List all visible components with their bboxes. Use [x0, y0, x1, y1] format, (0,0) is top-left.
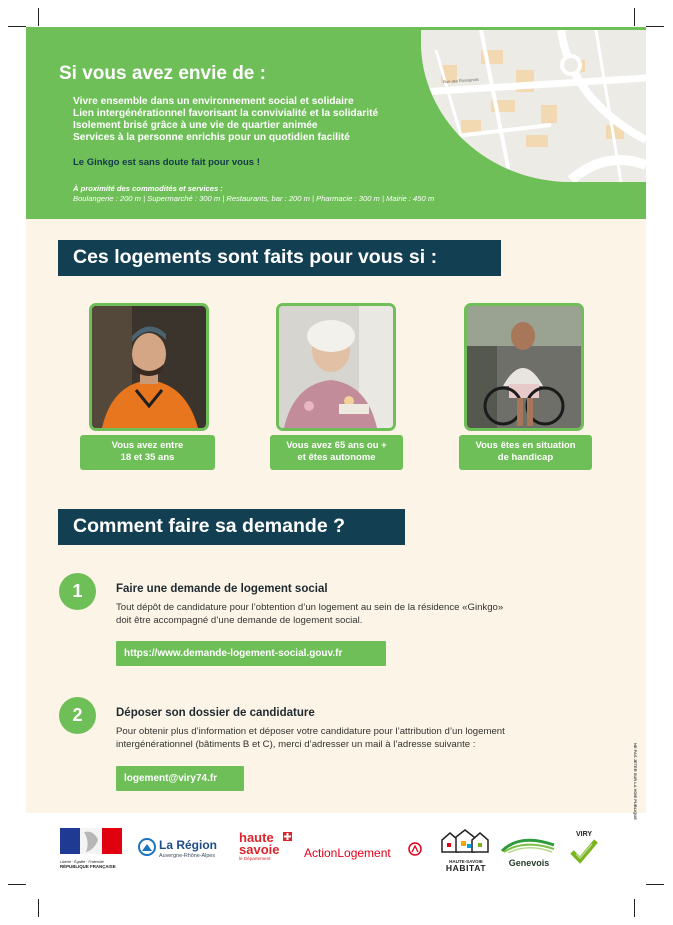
benefit-item: Services à la personne enrichis pour un quotidien facilité: [73, 132, 350, 143]
intro-section: [26, 27, 646, 219]
houses-icon: [440, 828, 490, 854]
region-mountain-icon: [138, 838, 156, 856]
audience-label-handicap: Vous êtes en situation de handicap: [459, 435, 592, 470]
step-1-title: Faire une demande de logement social: [116, 583, 328, 595]
genevois-hills-icon: [500, 833, 556, 853]
step-1-text-line2: doit être accompagné d’une demande de logement social.: [116, 615, 363, 626]
logo-genevois: Genevois: [500, 833, 558, 868]
benefit-item: Vivre ensemble dans un environnement social et solidaire: [73, 96, 354, 107]
savoie-cross-icon: [283, 832, 292, 841]
action-logement-badge-icon: [408, 842, 422, 856]
proximity-title: À proximité des commodités et services :: [73, 184, 223, 193]
audience-label-young: Vous avez entre 18 et 35 ans: [80, 435, 215, 470]
location-map: [421, 30, 646, 182]
logo-haute-savoie-habitat: HAUTE-SAVOIE HABITAT: [440, 828, 492, 873]
step-2-title: Déposer son dossier de candidature: [116, 707, 315, 719]
logo-republique-francaise: Liberté · Égalité · Fraternité RÉPUBLIQUE FRANÇAISE: [60, 828, 124, 869]
map-street-label: Rue des Rossignols: [442, 76, 479, 85]
side-note: NE PAS JETER SUR LA VOIE PUBLIQUE: [633, 743, 638, 820]
step-1-text-line1: Tout dépôt de candidature pour l’obtention d’un logement au sein de la résidence «Ginkgo»: [116, 602, 504, 613]
marianne-logo-icon: [60, 828, 122, 854]
benefit-item: Lien intergénérationnel favorisant la convivialité et la solidarité: [73, 108, 379, 119]
intro-title: Si vous avez envie de :: [59, 63, 266, 84]
demande-logement-link[interactable]: https://www.demande-logement-social.gouv.fr: [116, 641, 386, 666]
step-1-number: 1: [59, 573, 96, 610]
viry-check-icon: [570, 838, 598, 864]
photo-wheelchair-user: [464, 303, 584, 431]
proximity-list: Boulangerie : 200 m | Supermarché : 300 m | Restaurants, bar : 200 m | Pharmacie : 300 m | Mairie : 450 m: [73, 194, 435, 203]
benefit-item: Isolement brisé grâce à une vie de quartier animée: [73, 120, 318, 131]
step-2-text-line2: intergénérationnel (bâtiments B et C), merci d’adresser un mail à l’adresse suivante :: [116, 739, 476, 750]
flyer-page: [26, 27, 646, 820]
photo-senior-woman: [276, 303, 396, 431]
logo-haute-savoie: haute savoie le Département: [239, 832, 295, 861]
photo-young-man: [89, 303, 209, 431]
ginkgo-tagline: Le Ginkgo est sans doute fait pour vous !: [73, 157, 260, 168]
email-link[interactable]: logement@viry74.fr: [116, 766, 244, 791]
logo-action-logement: ActionLogement: [304, 846, 424, 860]
howto-title: Comment faire sa demande ?: [58, 509, 405, 545]
step-2-number: 2: [59, 697, 96, 734]
audience-title: Ces logements sont faits pour vous si :: [58, 240, 501, 276]
benefits-list: [73, 96, 378, 144]
audience-label-senior: Vous avez 65 ans ou + et êtes autonome: [270, 435, 403, 470]
logo-viry: VIRY: [570, 831, 598, 869]
step-2-text-line1: Pour obtenir plus d’information et déposer votre candidature pour l’attribution d’un logement: [116, 726, 505, 737]
